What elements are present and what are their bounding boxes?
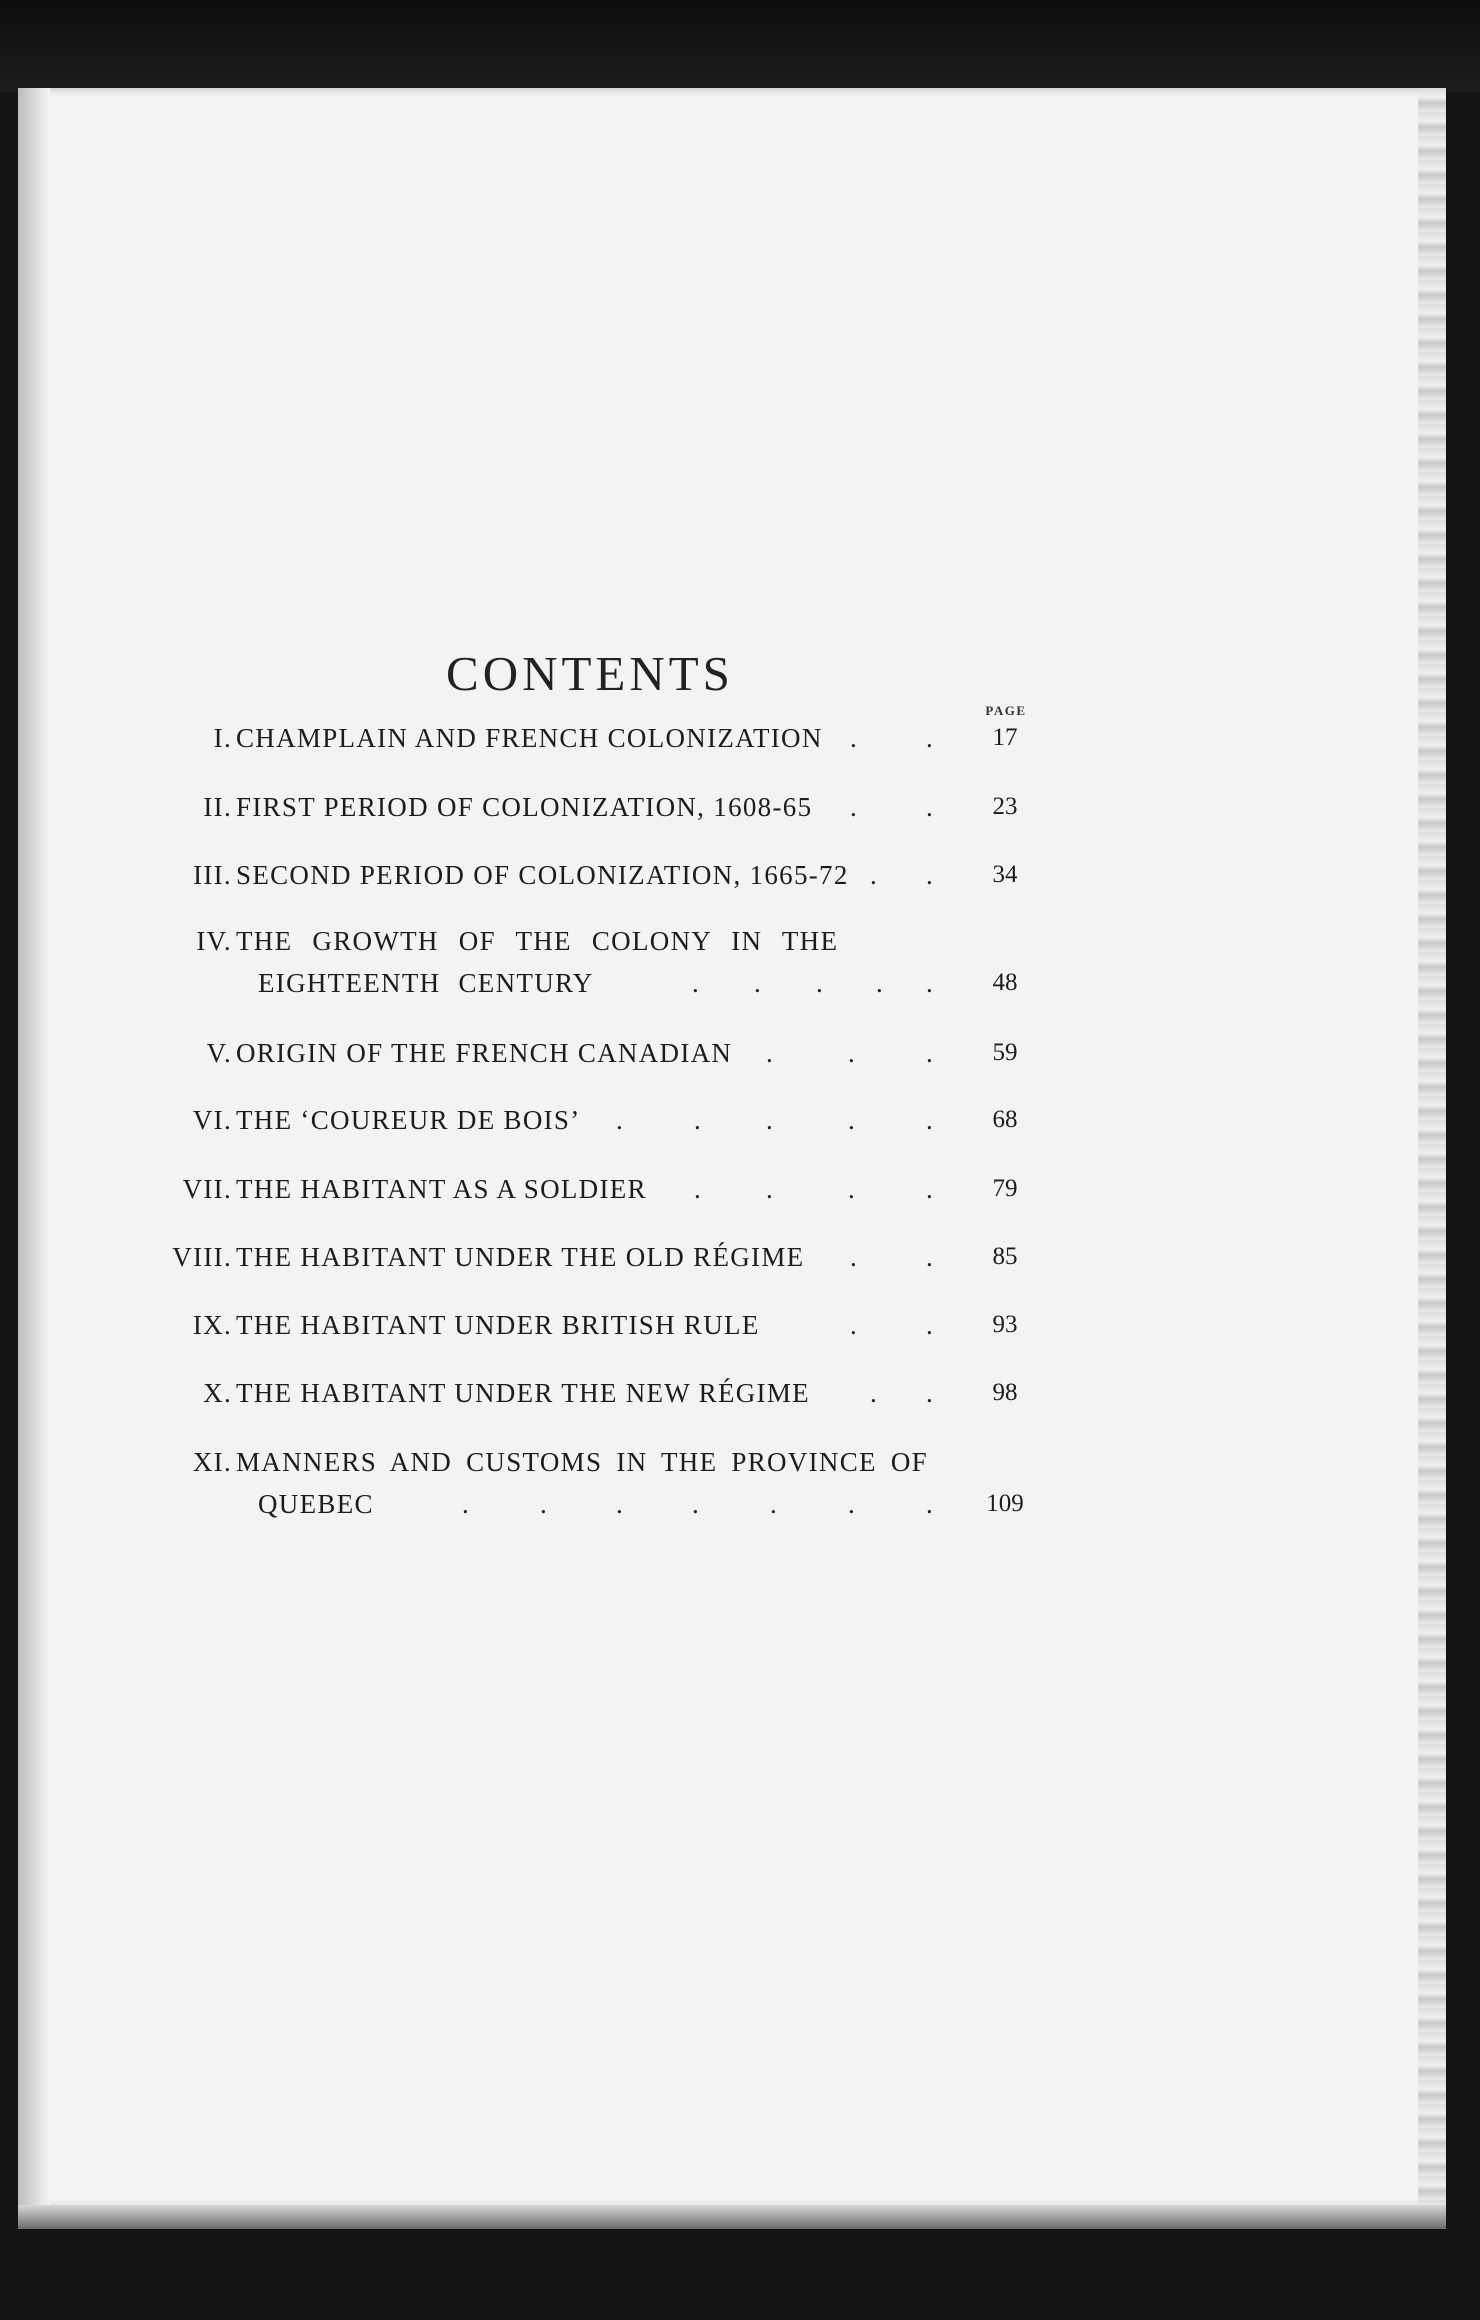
page-binding-shadow	[18, 88, 50, 2208]
chapter-title: THE GROWTH OF THE COLONY IN THE	[236, 926, 839, 956]
page-column-header: PAGE	[985, 703, 1027, 718]
chapter-number: IX.	[192, 1310, 232, 1340]
chapter-number: VIII.	[172, 1242, 232, 1272]
page-number: 98	[992, 1379, 1018, 1406]
page-number: 79	[992, 1175, 1018, 1202]
chapter-number: I.	[213, 723, 232, 753]
page-bottom-edge	[18, 2205, 1446, 2229]
page-title: CONTENTS	[446, 645, 734, 701]
chapter-title: THE HABITANT UNDER BRITISH RULE	[236, 1310, 760, 1340]
chapter-title-continued: QUEBEC	[258, 1489, 374, 1519]
scan-background	[0, 0, 1480, 92]
page-number: 93	[992, 1311, 1018, 1338]
chapter-number: VII.	[182, 1174, 232, 1204]
chapter-number: III.	[193, 860, 232, 890]
page-number: 68	[992, 1106, 1018, 1133]
page-number: 85	[992, 1243, 1018, 1270]
page-number: 23	[992, 793, 1018, 820]
chapter-title: THE HABITANT UNDER THE NEW RÉGIME	[236, 1378, 810, 1408]
chapter-number: IV.	[196, 926, 232, 956]
page-deckle-edge	[1418, 88, 1446, 2208]
chapter-title: THE ‘COUREUR DE BOIS’	[236, 1105, 581, 1135]
chapter-title-continued: EIGHTEENTH CENTURY	[258, 968, 594, 998]
chapter-title: ORIGIN OF THE FRENCH CANADIAN	[236, 1038, 733, 1068]
chapter-title: THE HABITANT AS A SOLDIER	[236, 1174, 647, 1204]
chapter-title: THE HABITANT UNDER THE OLD RÉGIME	[236, 1242, 805, 1272]
chapter-number: XI.	[192, 1447, 232, 1477]
chapter-number: X.	[203, 1378, 232, 1408]
chapter-title: MANNERS AND CUSTOMS IN THE PROVINCE OF	[236, 1447, 928, 1477]
chapter-title: SECOND PERIOD OF COLONIZATION, 1665-72	[236, 860, 849, 890]
page-number: 109	[986, 1490, 1024, 1517]
page-number: 48	[992, 969, 1018, 996]
page-number: 34	[992, 861, 1018, 888]
page-number: 17	[992, 724, 1018, 751]
chapter-number: VI.	[192, 1105, 232, 1135]
page-number: 59	[992, 1039, 1018, 1066]
chapter-title: CHAMPLAIN AND FRENCH COLONIZATION	[236, 723, 823, 753]
book-page	[18, 88, 1436, 2208]
chapter-title: FIRST PERIOD OF COLONIZATION, 1608-65	[236, 792, 813, 822]
chapter-number: V.	[206, 1038, 232, 1068]
chapter-number: II.	[203, 792, 232, 822]
